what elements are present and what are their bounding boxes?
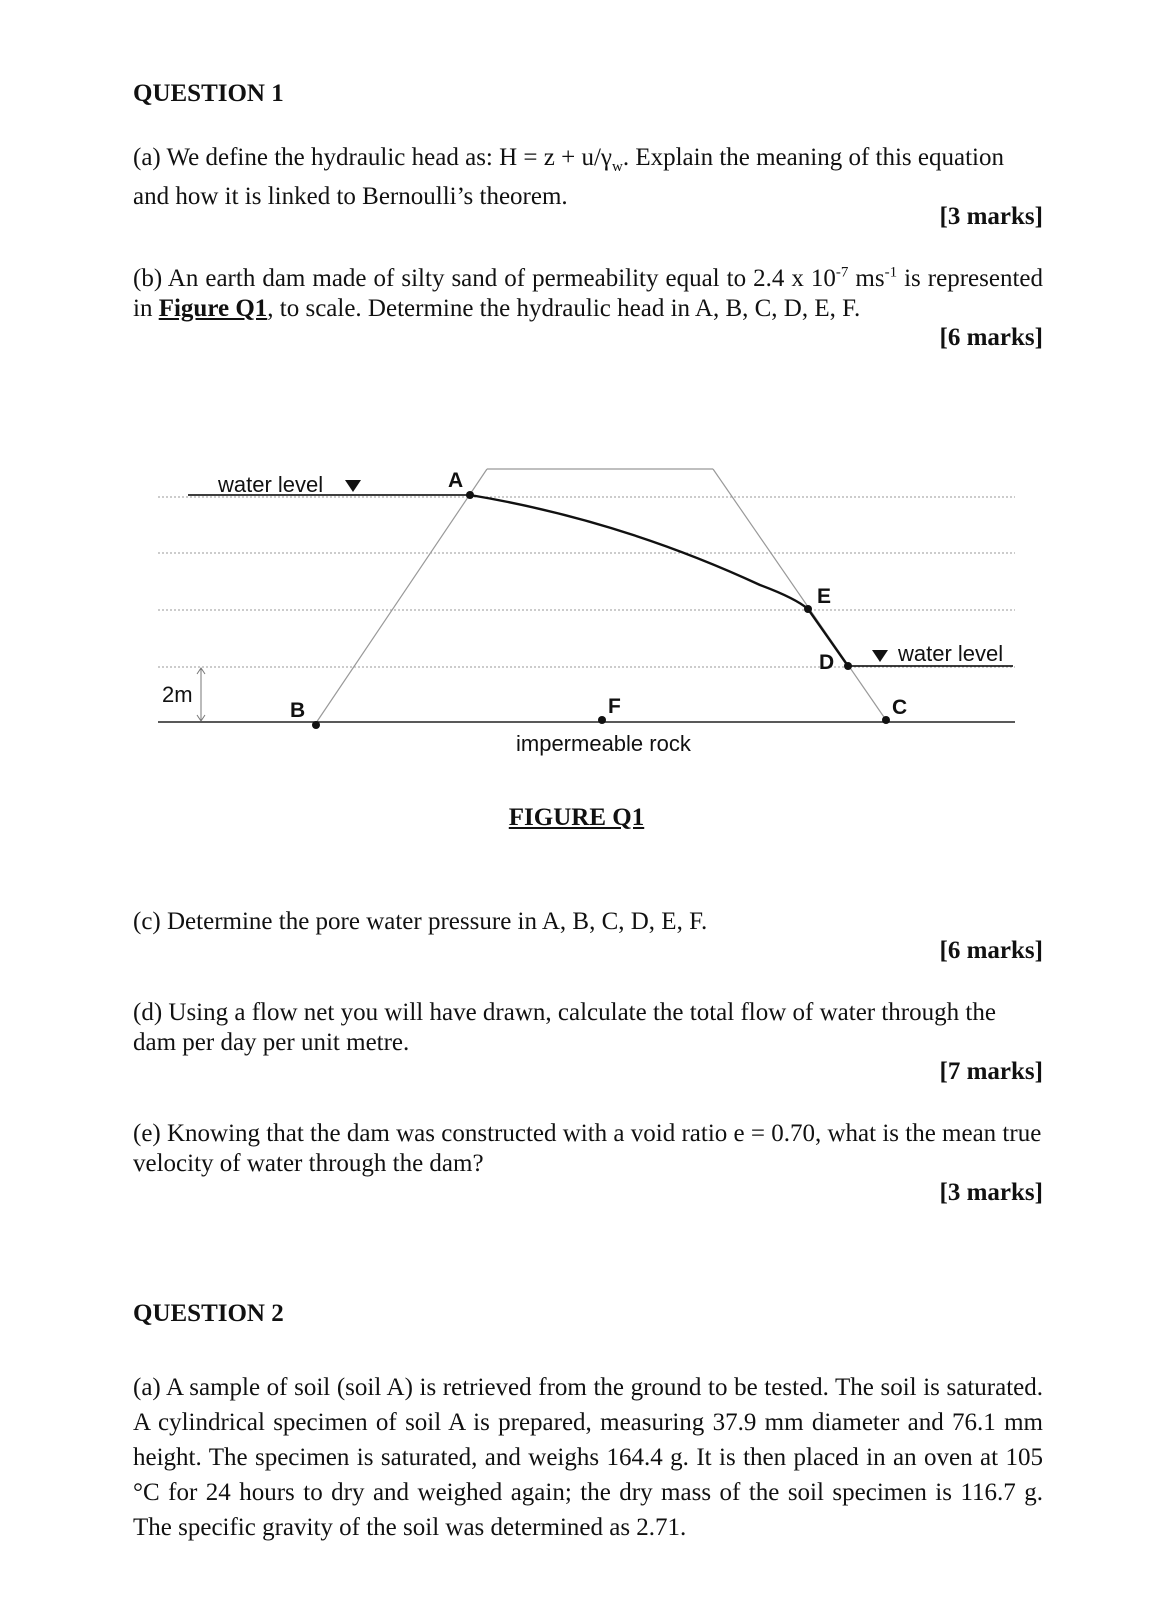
point-e-label: E [817,585,832,608]
figure-reference-link: Figure Q1 [158,295,268,322]
dam-outline [316,469,886,723]
figure-caption-wrapper [0,804,1153,832]
q1b-text-part-1: (b) An earth dam made of silty sand of permeability equal to 2.4 x 10 [133,265,836,292]
figure-caption: FIGURE Q1 [508,804,645,831]
q1c-marks: [6 marks] [939,937,1043,964]
dimension-marker [197,668,205,721]
q1d-text: (d) Using a flow net you will have drawn, calculate the total flow of water through the dam per day per unit metre. [133,999,996,1056]
q1d-marks: [7 marks] [939,1058,1043,1085]
point-b-dot [312,721,320,729]
point-f-dot [598,716,606,724]
phreatic-line [470,495,848,666]
q1a-text-part-2: . Explain the meaning of this equation and how it is linked to Bernoulli’s theorem. [133,144,1004,210]
question-1-title: QUESTION 1 [133,80,284,107]
point-a-label: A [448,469,464,492]
q1a-text [133,143,1043,212]
point-c-label: C [892,696,908,719]
q1c-text: (c) Determine the pore water pressure in A, B, C, D, E, F. [133,908,708,935]
water-level-label-right: water level [898,641,1004,666]
figure-labels [162,469,1003,756]
figure-q1-dam-diagram [0,440,1153,760]
point-f-label: F [608,695,621,718]
dam-upstream-slope [316,469,487,723]
q1a-gamma-subscript: w [611,159,623,175]
point-b-label: B [290,699,306,722]
dam-downstream-slope [713,469,886,720]
point-d-label: D [819,651,835,674]
q1b-marks: [6 marks] [939,324,1043,351]
point-c-dot [882,716,890,724]
q1a-marks: [3 marks] [939,203,1043,230]
water-level-triangle-right-icon [872,650,888,662]
grid-lines [158,497,1015,667]
q1b-text [133,264,1043,324]
point-a-dot [466,491,474,499]
q1e-text: (e) Knowing that the dam was constructed with a void ratio e = 0.70, what is the mean true velocity of water through the dam? [133,1120,1042,1177]
water-level-triangle-left-icon [345,480,361,492]
q1a-text-part-1: (a) We define the hydraulic head as: H = z + u/γ [133,144,612,171]
q1b-text-part-2: ms [848,265,885,292]
point-e-dot [804,605,812,613]
q1b-exponent-2: -1 [884,264,898,281]
point-d-dot [844,662,852,670]
impermeable-rock-label: impermeable rock [516,731,691,756]
dimension-label: 2m [162,682,193,707]
q1b-exponent-1: -7 [835,264,849,281]
water-level-label-left: water level [218,472,324,497]
question-2-title: QUESTION 2 [133,1300,284,1327]
q1e-marks: [3 marks] [939,1179,1043,1206]
q1b-text-part-3: is represented in [133,265,1044,322]
q1b-text-part-4: , to scale. Determine the hydraulic head in A, B, C, D, E, F. [267,295,861,322]
q2a-text: (a) A sample of soil (soil A) is retrieved from the ground to be tested. The soil is saturated. A cylindrical specimen of soil A is prepared, measuring 37.9 mm diameter and 76.1 mm height. The specimen is saturated, and weighs 164.4 g. It is then placed in an oven at 105 °C for 24 hours to dry and weighed again; the dry mass of the soil specimen is 116.7 g. The specific gravity of the soil was determined as 2.71. [133,1374,1043,1541]
